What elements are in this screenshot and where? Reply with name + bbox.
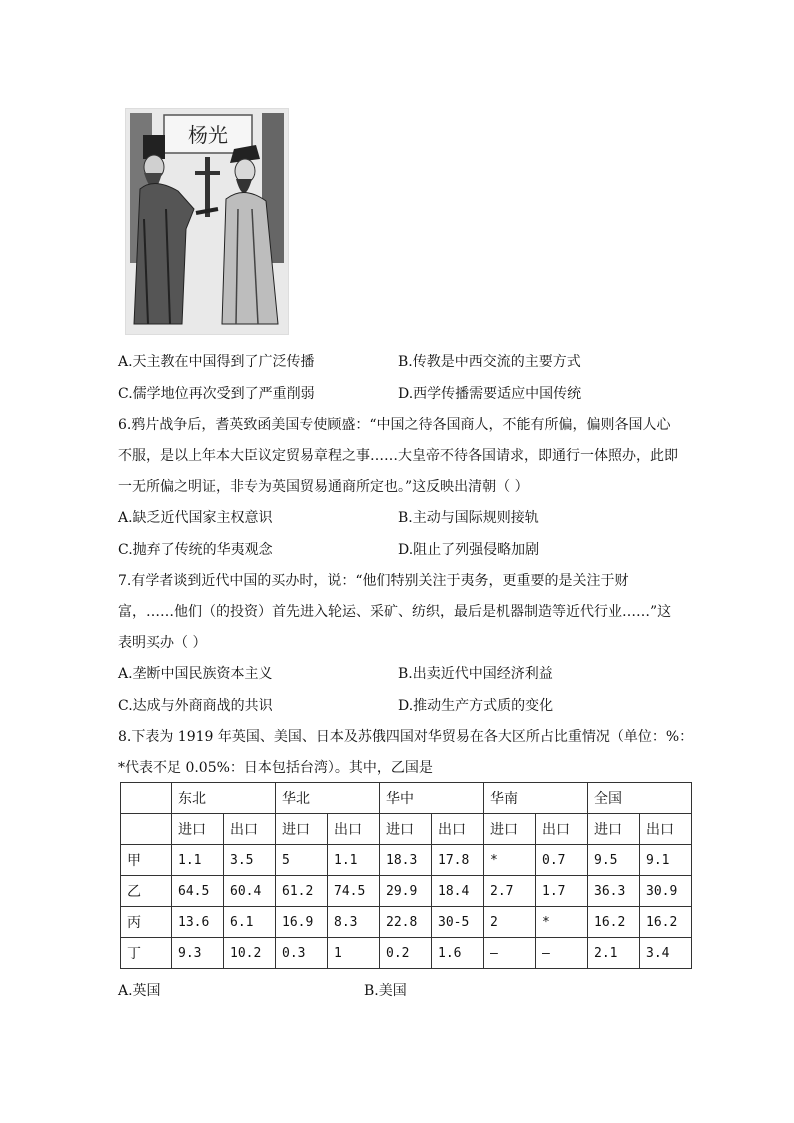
table-header-row — [121, 783, 692, 814]
table-cell: 9.5 — [588, 845, 640, 876]
export-header: 出口 — [328, 814, 380, 845]
table-cell: 29.9 — [380, 876, 432, 907]
country-label: 甲 — [121, 845, 172, 876]
table-row — [121, 907, 692, 938]
table-blank-cell — [121, 814, 172, 845]
table-cell: 0.2 — [380, 938, 432, 969]
table-cell: 6.1 — [224, 907, 276, 938]
table-corner-cell — [121, 783, 172, 814]
table-cell: 0.7 — [536, 845, 588, 876]
table-cell: 74.5 — [328, 876, 380, 907]
q6-stem-line: 一无所偏之明证，非专为英国贸易通商所定也。”这反映出清朝（ ） — [118, 479, 529, 495]
table-cell: 1.7 — [536, 876, 588, 907]
q7-option-b: B.出卖近代中国经济利益 — [398, 666, 553, 682]
table-cell: 30-5 — [432, 907, 484, 938]
q7-option-c: C.达成与外商商战的共识 — [118, 698, 273, 714]
table-cell: 64.5 — [172, 876, 224, 907]
country-label: 乙 — [121, 876, 172, 907]
q7-option-a: A.垄断中国民族资本主义 — [118, 666, 273, 682]
table-cell: 18.3 — [380, 845, 432, 876]
table-cell: 5 — [276, 845, 328, 876]
table-cell: 1.6 — [432, 938, 484, 969]
table-cell: 16.9 — [276, 907, 328, 938]
import-header: 进口 — [380, 814, 432, 845]
table-cell: 9.1 — [640, 845, 692, 876]
table-row — [121, 845, 692, 876]
q6-option-d: D.阻止了列强侵略加剧 — [398, 542, 540, 558]
q5-option-d: D.西学传播需要适应中国传统 — [398, 386, 582, 402]
table-cell: * — [484, 845, 536, 876]
missionaries-illustration — [125, 108, 289, 335]
table-cell: 2 — [484, 907, 536, 938]
table-cell: — — [536, 938, 588, 969]
table-row — [121, 938, 692, 969]
table-cell: 17.8 — [432, 845, 484, 876]
country-label: 丙 — [121, 907, 172, 938]
q6-stem-line: 6.鸦片战争后，耆英致函美国专使顾盛：“中国之待各国商人，不能有所偏，偏则各国人心 — [118, 417, 671, 433]
table-cell: 61.2 — [276, 876, 328, 907]
table-row — [121, 876, 692, 907]
table-cell: 9.3 — [172, 938, 224, 969]
table-cell: 13.6 — [172, 907, 224, 938]
region-header: 华南 — [484, 783, 588, 814]
inscription-text: 杨光 — [188, 123, 228, 147]
q8-stem-line: *代表不足 0.05%：日本包括台湾）。其中，乙国是 — [118, 760, 433, 776]
export-header: 出口 — [640, 814, 692, 845]
table-cell: 0.3 — [276, 938, 328, 969]
import-header: 进口 — [588, 814, 640, 845]
q8-option-b: B.美国 — [364, 983, 407, 999]
table-cell: 8.3 — [328, 907, 380, 938]
q7-option-d: D.推动生产方式质的变化 — [398, 698, 554, 714]
q5-option-b: B.传教是中西交流的主要方式 — [398, 354, 581, 370]
table-cell: 3.4 — [640, 938, 692, 969]
table-subheader-row — [121, 814, 692, 845]
q5-option-a: A.天主教在中国得到了广泛传播 — [118, 354, 315, 370]
q7-stem-line: 7.有学者谈到近代中国的买办时，说：“他们特别关注于夷务，更重要的是关注于财 — [118, 573, 629, 589]
region-header: 华中 — [380, 783, 484, 814]
table-cell: 2.7 — [484, 876, 536, 907]
table-cell: 18.4 — [432, 876, 484, 907]
q7-stem-line: 表明买办（ ） — [118, 635, 207, 651]
country-label: 丁 — [121, 938, 172, 969]
table-cell: 1 — [328, 938, 380, 969]
q7-stem-line: 富，……他们（的投资）首先进入轮运、采矿、纺织，最后是机器制造等近代行业……”这 — [118, 604, 672, 620]
table-cell: 3.5 — [224, 845, 276, 876]
export-header: 出口 — [224, 814, 276, 845]
table-cell: 16.2 — [640, 907, 692, 938]
q6-option-b: B.主动与国际规则接轨 — [398, 510, 539, 526]
missionaries-engraving — [126, 109, 288, 334]
q6-option-a: A.缺乏近代国家主权意识 — [118, 510, 273, 526]
q8-stem-line: 8.下表为 1919 年英国、美国、日本及苏俄四国对华贸易在各大区所占比重情况（单位：%： — [118, 729, 694, 745]
import-header: 进口 — [484, 814, 536, 845]
q6-stem-line: 不服，是以上年本大臣议定贸易章程之事……大皇帝不待各国请求，即通行一体照办，此即 — [118, 448, 678, 464]
table-cell: 60.4 — [224, 876, 276, 907]
q8-option-a: A.英国 — [118, 983, 161, 999]
export-header: 出口 — [432, 814, 484, 845]
table-cell: 10.2 — [224, 938, 276, 969]
import-header: 进口 — [172, 814, 224, 845]
table-cell: * — [536, 907, 588, 938]
table-cell: 30.9 — [640, 876, 692, 907]
table-cell: 1.1 — [172, 845, 224, 876]
region-header: 全国 — [588, 783, 692, 814]
q5-option-c: C.儒学地位再次受到了严重削弱 — [118, 386, 315, 402]
import-header: 进口 — [276, 814, 328, 845]
table-cell: 16.2 — [588, 907, 640, 938]
trade-share-table — [120, 782, 692, 969]
table-cell: 22.8 — [380, 907, 432, 938]
region-header: 东北 — [172, 783, 276, 814]
table-cell: 1.1 — [328, 845, 380, 876]
table-cell: 36.3 — [588, 876, 640, 907]
region-header: 华北 — [276, 783, 380, 814]
table-cell: 2.1 — [588, 938, 640, 969]
export-header: 出口 — [536, 814, 588, 845]
q6-option-c: C.抛弃了传统的华夷观念 — [118, 542, 273, 558]
table-cell: — — [484, 938, 536, 969]
